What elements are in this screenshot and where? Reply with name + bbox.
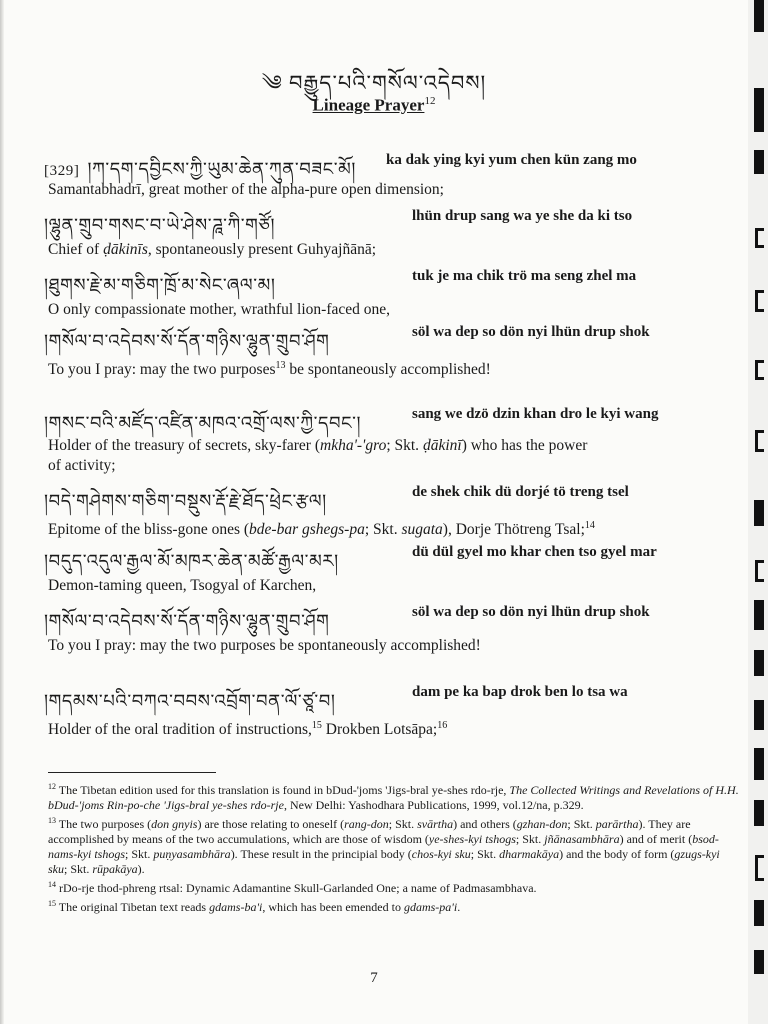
- transliteration: sang we dzö dzin khan dro le kyi wang: [412, 406, 659, 422]
- scan-edge-mark: [754, 800, 764, 826]
- transliteration: ka dak ying kyi yum chen kün zang mo: [386, 152, 637, 168]
- english-line: of activity;: [48, 457, 116, 474]
- page-left-edge: [0, 0, 4, 1024]
- footnote-ref: 15: [311, 720, 322, 731]
- scan-edge-mark: [755, 560, 764, 582]
- scan-edge-mark: [754, 88, 764, 132]
- tibetan-text: །ཐུགས་རྗེ་མ་གཅིག་ཁྲོ་མ་སེང་ཞལ་མ།: [44, 275, 276, 295]
- scan-edge-mark: [754, 0, 764, 32]
- tibetan-line: [44, 322, 744, 351]
- footnote: $^{12}$ The Tibetan edition used for this translation is found in bDud-'joms 'Jigs-bral ye-shes rdo-rje, The Collected Writings and Revelations of H.H. bDud-'joms Rin-po-che 'Jigs-bral ye-shes rdo-rje, New Delhi: Yashodhara Publications, 1999, vol.12/na, p.329.: [48, 782, 739, 812]
- scan-edge-mark: [755, 360, 764, 380]
- scan-edge-mark: [754, 900, 764, 926]
- scan-edge-mark: [755, 228, 764, 248]
- tibetan-text: །གདམས་པའི་བཀའ་བབས་འབྲོག་བན་ལོ་ཙཱ་བ།: [44, 691, 336, 711]
- scan-edge-mark: [754, 950, 764, 974]
- transliteration: de shek chik dü dorjé tö treng tsel: [412, 484, 629, 500]
- tibetan-line: [44, 682, 744, 711]
- page-title: [0, 95, 748, 116]
- scan-edge-mark: [754, 748, 764, 780]
- tibetan-line: [44, 150, 744, 179]
- tibetan-line: [44, 404, 744, 433]
- tibetan-text: །གསོལ་བ་འདེབས་སོ་དོན་གཉིས་ལྷུན་གྲུབ་ཤོག: [44, 331, 330, 351]
- english-line: Samantabhadrī, great mother of the alpha-pure open dimension;: [48, 181, 444, 198]
- english-line: To you I pray: may the two purposes$^{13}$ be spontaneously accomplished!: [48, 360, 491, 379]
- scan-edge-strip: [748, 0, 768, 1024]
- tibetan-line: [44, 266, 744, 295]
- tibetan-text: །ཀ་དག་དབྱིངས་ཀྱི་ཡུམ་ཆེན་ཀུན་བཟང་མོ།: [87, 159, 356, 179]
- tibetan-line: [44, 206, 744, 235]
- tibetan-text: །བདུད་འདུལ་རྒྱལ་མོ་མཁར་ཆེན་མཚོ་རྒྱལ་མར།: [44, 551, 339, 571]
- tibetan-title: ༄ བརྒྱུད་པའི་གསོལ་འདེབས།: [261, 71, 487, 95]
- english-line: Holder of the treasury of secrets, sky-farer (mkha'-'gro; Skt. ḍākinī) who has the power: [48, 437, 588, 454]
- tibetan-line: [44, 482, 744, 511]
- footnote-ref: 14: [584, 520, 595, 531]
- english-line: Holder of the oral tradition of instructions,$^{15}$ Drokben Lotsāpa;$^{16}$: [48, 720, 448, 739]
- footnote: $^{13}$ The two purposes (don gnyis) are those relating to oneself (rang-don; Skt. svārtha) and others (gzhan-don; Skt. parārtha). They are accomplished by means of the two accumulations, which are those of wisdom (ye-shes-kyi tshogs; Skt. jñānasambhāra) and of merit (bsod-nams-kyi tshogs; Skt. puṇyasambhāra). These result in the principial body (chos-kyi sku; Skt. dharmakāya) and the body of form (gzugs-kyi sku; Skt. rūpakāya).: [48, 816, 720, 876]
- tibetan-text: །བདེ་གཤེགས་གཅིག་བསྡུས་རྡོ་རྗེ་ཐོད་ཕྲེང་རྩལ།: [44, 491, 327, 511]
- scan-edge-mark: [754, 700, 764, 730]
- transliteration: tuk je ma chik trö ma seng zhel ma: [412, 268, 637, 284]
- page-title-text: Lineage Prayer: [312, 95, 425, 115]
- scan-edge-mark: [754, 600, 764, 630]
- footnotes: [48, 779, 740, 915]
- scan-edge-mark: [755, 290, 764, 312]
- verse-number: [329]: [44, 163, 80, 179]
- transliteration: dam pe ka bap drok ben lo tsa wa: [412, 684, 628, 700]
- tibetan-text: །གསོལ་བ་འདེབས་སོ་དོན་གཉིས་ལྷུན་གྲུབ་ཤོག: [44, 611, 330, 631]
- english-line: O only compassionate mother, wrathful lion-faced one,: [48, 301, 390, 318]
- english-line: Epitome of the bliss-gone ones (bde-bar gshegs-pa; Skt. sugata), Dorje Thötreng Tsal;$^{14}$: [48, 520, 595, 539]
- english-line: Demon-taming queen, Tsogyal of Karchen,: [48, 577, 317, 594]
- transliteration: dü dül gyel mo khar chen tso gyel mar: [412, 544, 657, 560]
- english-line: To you I pray: may the two purposes be spontaneously accomplished!: [48, 637, 481, 654]
- footnote-ref: 13: [275, 360, 286, 371]
- footnote-ref: 12: [424, 95, 436, 107]
- transliteration: söl wa dep so dön nyi lhün drup shok: [412, 324, 650, 340]
- scan-edge-mark: [755, 430, 764, 452]
- tibetan-text: །ལྷུན་གྲུབ་གསང་བ་ཡེ་ཤེས་ཌཱ་ཀི་གཙོ།: [44, 215, 276, 235]
- transliteration: lhün drup sang wa ye she da ki tso: [412, 208, 633, 224]
- footnote-separator: [48, 772, 216, 773]
- tibetan-line: [44, 602, 744, 631]
- scan-edge-mark: [755, 855, 764, 881]
- footnote-ref: 16: [437, 720, 448, 731]
- tibetan-line: [44, 542, 744, 571]
- tibetan-text: །གསང་བའི་མཛོད་འཛིན་མཁའ་འགྲོ་ལས་ཀྱི་དབང་།: [44, 413, 362, 433]
- scan-edge-mark: [754, 150, 764, 174]
- transliteration: söl wa dep so dön nyi lhün drup shok: [412, 604, 650, 620]
- scan-edge-mark: [754, 650, 764, 676]
- page-number: 7: [370, 970, 378, 986]
- scan-edge-mark: [754, 500, 764, 526]
- footnote: $^{14}$ rDo-rje thod-phreng rtsal: Dynamic Adamantine Skull-Garlanded One; a name of Padmasambhava.: [48, 880, 537, 895]
- footnote: $^{15}$ The original Tibetan text reads gdams-ba'i, which has been emended to gdams-pa'i.: [48, 899, 461, 914]
- english-line: Chief of ḍākinīs, spontaneously present Guhyajñānā;: [48, 241, 377, 258]
